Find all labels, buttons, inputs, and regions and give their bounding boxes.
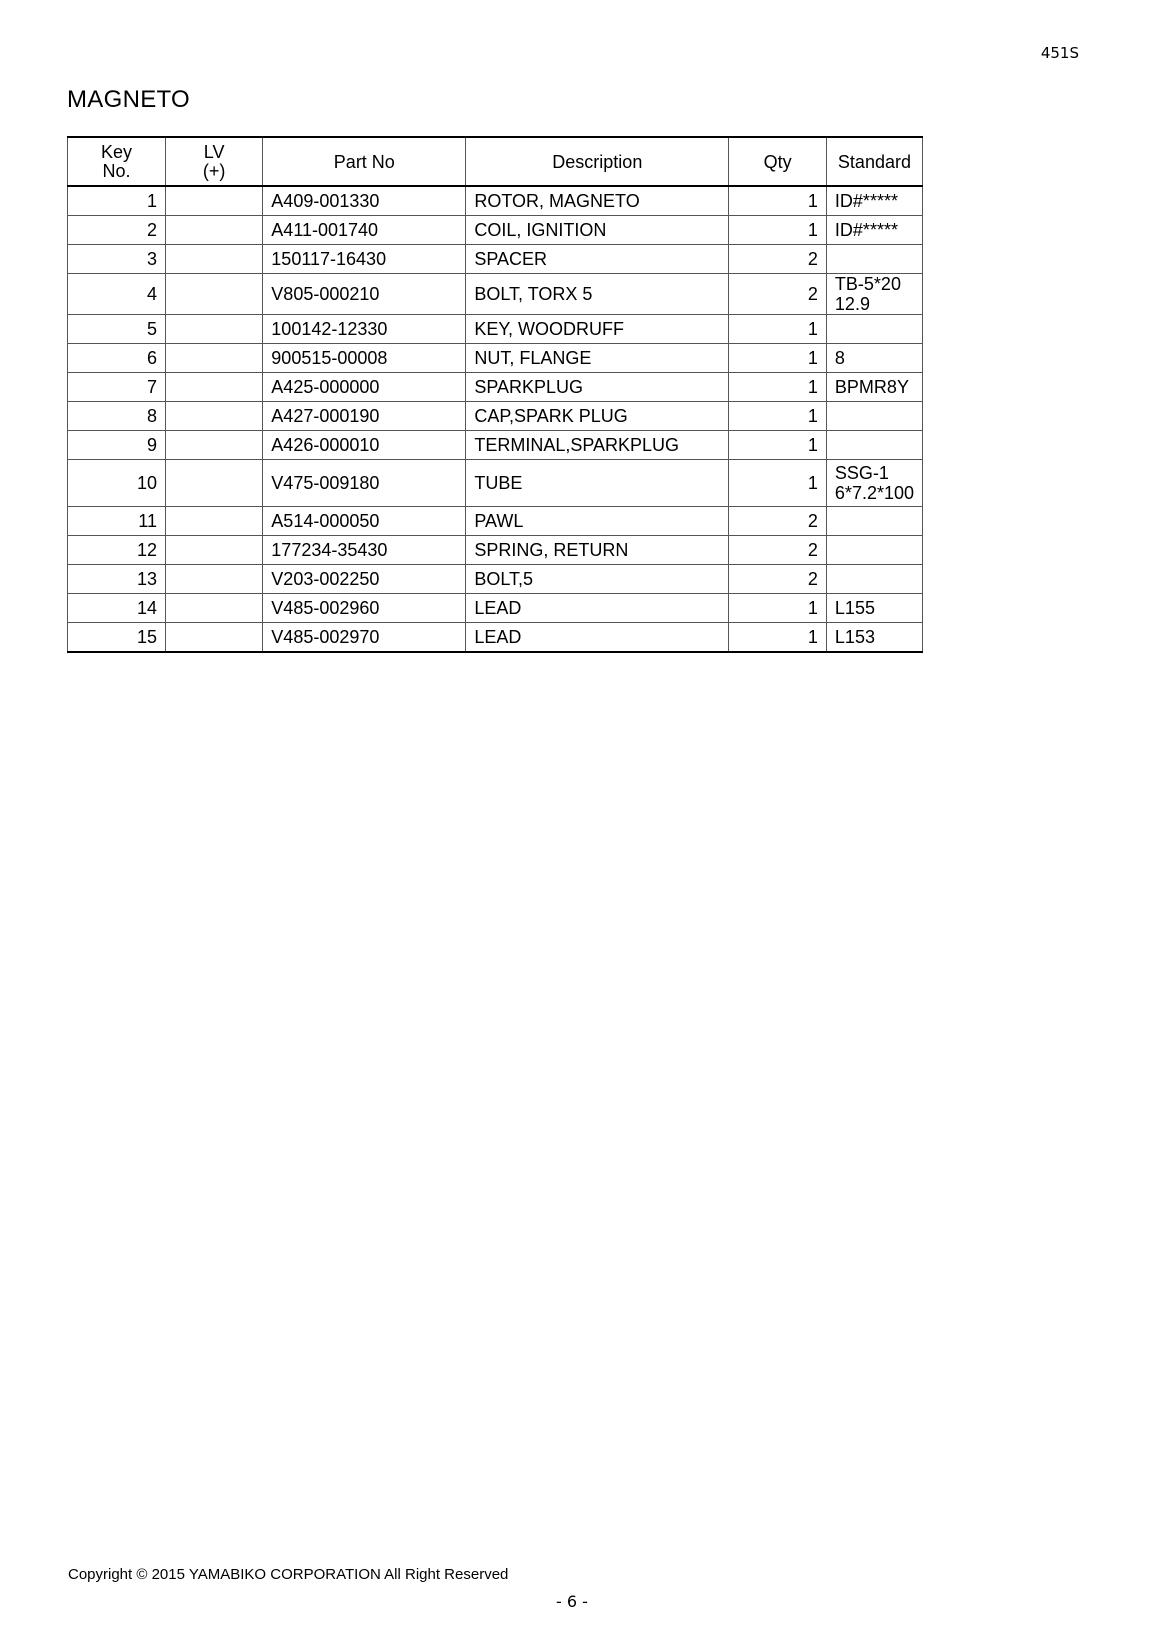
- column-header-lv-line2: (+): [202, 160, 226, 181]
- cell-key-no: 2: [68, 216, 166, 245]
- page-number: - 6 -: [556, 1592, 588, 1611]
- cell-qty: 2: [729, 507, 827, 536]
- table-row: [68, 623, 923, 653]
- cell-standard: [826, 245, 922, 274]
- cell-key-no: 11: [68, 507, 166, 536]
- column-header-key-no: [68, 137, 166, 186]
- cell-standard: [826, 315, 922, 344]
- cell-qty: 1: [729, 315, 827, 344]
- table-row: [68, 565, 923, 594]
- cell-description: NUT, FLANGE: [466, 344, 729, 373]
- cell-qty: 2: [729, 245, 827, 274]
- cell-lv: [165, 507, 262, 536]
- cell-part-no: V485-002970: [263, 623, 466, 653]
- table-row: [68, 594, 923, 623]
- table-row: [68, 507, 923, 536]
- cell-key-no: 7: [68, 373, 166, 402]
- cell-key-no: 6: [68, 344, 166, 373]
- cell-qty: 1: [729, 216, 827, 245]
- cell-key-no: 8: [68, 402, 166, 431]
- cell-qty: 2: [729, 274, 827, 315]
- cell-part-no: V475-009180: [263, 460, 466, 507]
- cell-key-no: 1: [68, 186, 166, 216]
- column-header-lv-line1: LV: [203, 141, 225, 162]
- parts-table: [67, 136, 923, 653]
- cell-standard: L153: [826, 623, 922, 653]
- cell-key-no: 3: [68, 245, 166, 274]
- cell-key-no: 10: [68, 460, 166, 507]
- cell-lv: [165, 565, 262, 594]
- cell-description: TERMINAL,SPARKPLUG: [466, 431, 729, 460]
- cell-standard: L155: [826, 594, 922, 623]
- cell-description: COIL, IGNITION: [466, 216, 729, 245]
- cell-part-no: 900515-00008: [263, 344, 466, 373]
- cell-key-no: 4: [68, 274, 166, 315]
- cell-part-no: 100142-12330: [263, 315, 466, 344]
- cell-lv: [165, 431, 262, 460]
- cell-standard: BPMR8Y: [826, 373, 922, 402]
- cell-standard: SSG-1 6*7.2*100: [826, 460, 922, 507]
- cell-standard: TB-5*20 12.9: [826, 274, 922, 315]
- cell-standard: ID#*****: [826, 186, 922, 216]
- column-header-lv: [165, 137, 262, 186]
- cell-description: LEAD: [466, 594, 729, 623]
- table-row: [68, 245, 923, 274]
- cell-standard: [826, 507, 922, 536]
- cell-qty: 1: [729, 594, 827, 623]
- cell-part-no: V203-002250: [263, 565, 466, 594]
- cell-lv: [165, 245, 262, 274]
- table-row: [68, 315, 923, 344]
- cell-lv: [165, 536, 262, 565]
- cell-lv: [165, 216, 262, 245]
- cell-description: LEAD: [466, 623, 729, 653]
- cell-part-no: 177234-35430: [263, 536, 466, 565]
- cell-description: KEY, WOODRUFF: [466, 315, 729, 344]
- cell-description: SPACER: [466, 245, 729, 274]
- table-row: [68, 186, 923, 216]
- cell-part-no: A514-000050: [263, 507, 466, 536]
- cell-standard: ID#*****: [826, 216, 922, 245]
- cell-lv: [165, 373, 262, 402]
- cell-part-no: V805-000210: [263, 274, 466, 315]
- model-number: 451S: [1040, 44, 1079, 62]
- cell-lv: [165, 344, 262, 373]
- cell-part-no: A425-000000: [263, 373, 466, 402]
- copyright-notice: Copyright © 2015 YAMABIKO CORPORATION All Right Reserved: [68, 1566, 509, 1583]
- table-row: [68, 431, 923, 460]
- cell-key-no: 12: [68, 536, 166, 565]
- cell-standard: [826, 536, 922, 565]
- cell-part-no: A409-001330: [263, 186, 466, 216]
- cell-description: PAWL: [466, 507, 729, 536]
- cell-key-no: 15: [68, 623, 166, 653]
- cell-lv: [165, 186, 262, 216]
- cell-description: BOLT, TORX 5: [466, 274, 729, 315]
- cell-key-no: 14: [68, 594, 166, 623]
- cell-description: CAP,SPARK PLUG: [466, 402, 729, 431]
- cell-standard: [826, 431, 922, 460]
- table-header-row: [68, 137, 923, 186]
- cell-qty: 2: [729, 536, 827, 565]
- cell-qty: 1: [729, 344, 827, 373]
- parts-table-body: [68, 186, 923, 652]
- column-header-key-line2: No.: [102, 160, 131, 181]
- table-row: [68, 373, 923, 402]
- cell-lv: [165, 623, 262, 653]
- cell-description: BOLT,5: [466, 565, 729, 594]
- column-header-standard: Standard: [826, 137, 922, 186]
- cell-qty: 1: [729, 623, 827, 653]
- cell-qty: 2: [729, 565, 827, 594]
- cell-lv: [165, 402, 262, 431]
- cell-lv: [165, 594, 262, 623]
- cell-lv: [165, 460, 262, 507]
- cell-qty: 1: [729, 460, 827, 507]
- cell-part-no: 150117-16430: [263, 245, 466, 274]
- cell-key-no: 13: [68, 565, 166, 594]
- cell-description: TUBE: [466, 460, 729, 507]
- cell-standard: 8: [826, 344, 922, 373]
- column-header-part-no: Part No: [263, 137, 466, 186]
- cell-part-no: A427-000190: [263, 402, 466, 431]
- column-header-key-line1: Key: [100, 141, 132, 162]
- column-header-description: Description: [466, 137, 729, 186]
- table-row: [68, 402, 923, 431]
- cell-part-no: V485-002960: [263, 594, 466, 623]
- cell-description: SPARKPLUG: [466, 373, 729, 402]
- cell-part-no: A426-000010: [263, 431, 466, 460]
- column-header-qty: Qty: [729, 137, 827, 186]
- table-row: [68, 460, 923, 507]
- cell-description: SPRING, RETURN: [466, 536, 729, 565]
- cell-qty: 1: [729, 431, 827, 460]
- cell-key-no: 9: [68, 431, 166, 460]
- section-title: MAGNETO: [67, 86, 191, 113]
- table-row: [68, 274, 923, 315]
- cell-lv: [165, 315, 262, 344]
- cell-standard: [826, 402, 922, 431]
- cell-qty: 1: [729, 402, 827, 431]
- cell-qty: 1: [729, 186, 827, 216]
- cell-part-no: A411-001740: [263, 216, 466, 245]
- table-row: [68, 344, 923, 373]
- cell-lv: [165, 274, 262, 315]
- table-row: [68, 216, 923, 245]
- cell-standard: [826, 565, 922, 594]
- cell-qty: 1: [729, 373, 827, 402]
- cell-key-no: 5: [68, 315, 166, 344]
- cell-description: ROTOR, MAGNETO: [466, 186, 729, 216]
- table-row: [68, 536, 923, 565]
